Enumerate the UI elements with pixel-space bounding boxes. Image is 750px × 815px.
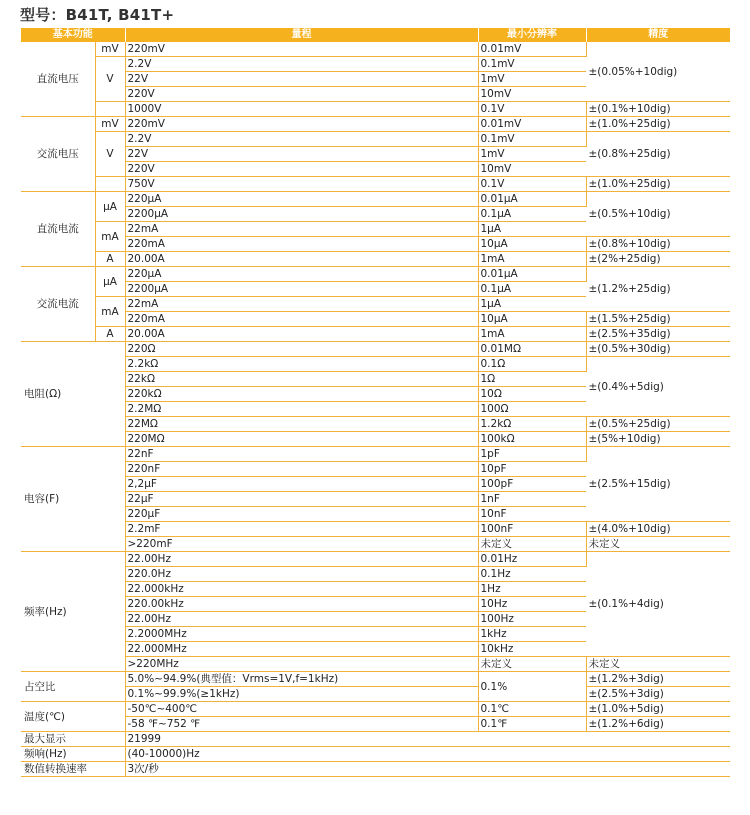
range-cell: 22nF [125,447,478,462]
table-row [21,537,730,552]
misc-label: 最大显示 [21,732,125,747]
table-row [21,177,730,192]
range-cell: 220mV [125,117,478,132]
accuracy-cell: ±(0.5%+10dig) [586,192,730,237]
range-cell: 220Ω [125,342,478,357]
category-acv: 交流电压 [21,117,95,192]
unit-cell: V [95,57,125,102]
resolution-cell: 0.1V [478,102,586,117]
table-row [21,42,730,57]
resolution-cell: 1mA [478,327,586,342]
range-cell: 220mA [125,237,478,252]
resolution-cell: 1mV [478,72,586,87]
resolution-cell: 1mV [478,147,586,162]
range-cell: >220MHz [125,657,478,672]
header-acc: 精度 [586,28,730,42]
accuracy-cell: ±(5%+10dig) [586,432,730,447]
category-resistance: 电阻(Ω) [21,342,125,447]
resolution-cell: 0.01mV [478,117,586,132]
resolution-cell: 1kHz [478,627,586,642]
unit-cell: mA [95,222,125,252]
category-aca: 交流电流 [21,267,95,342]
range-cell: 22kΩ [125,372,478,387]
resolution-cell: 1.2kΩ [478,417,586,432]
accuracy-cell: ±(0.1%+10dig) [586,102,730,117]
range-cell: -50℃~400℃ [125,702,478,717]
unit-cell: V [95,132,125,177]
resolution-cell: 10mV [478,87,586,102]
resolution-cell: 0.1℃ [478,702,586,717]
table-row [21,672,730,687]
accuracy-cell: ±(0.8%+25dig) [586,132,730,177]
resolution-cell: 10Ω [478,387,586,402]
accuracy-cell: 未定义 [586,657,730,672]
resolution-cell: 0.1μA [478,282,586,297]
resolution-cell: 0.01Hz [478,552,586,567]
range-cell: 2.2V [125,132,478,147]
accuracy-cell: ±(1.0%+25dig) [586,177,730,192]
table-row [21,267,730,282]
table-row [21,717,730,732]
range-cell: 20.00A [125,252,478,267]
range-cell: 22.000MHz [125,642,478,657]
misc-value: 21999 [125,732,730,747]
range-cell: 0.1%~99.9%(≥1kHz) [125,687,478,702]
accuracy-cell: ±(1.2%+25dig) [586,267,730,312]
range-cell: 220.00kHz [125,597,478,612]
table-row [21,327,730,342]
table-row [21,747,730,762]
range-cell: 2.2V [125,57,478,72]
category-frequency: 频率(Hz) [21,552,125,672]
accuracy-cell: ±(1.0%+25dig) [586,117,730,132]
range-cell: 220V [125,87,478,102]
range-cell: 2200μA [125,207,478,222]
table-row [21,417,730,432]
resolution-cell: 1μA [478,222,586,237]
resolution-cell: 10kHz [478,642,586,657]
resolution-cell: 0.1℉ [478,717,586,732]
table-row [21,762,730,777]
unit-cell [95,102,125,117]
range-cell: 22μF [125,492,478,507]
accuracy-cell: ±(0.5%+25dig) [586,417,730,432]
resolution-cell: 1pF [478,447,586,462]
table-row [21,552,730,567]
header-range: 量程 [125,28,478,42]
resolution-cell: 未定义 [478,657,586,672]
accuracy-cell: 未定义 [586,537,730,552]
range-cell: 220.0Hz [125,567,478,582]
range-cell: 22MΩ [125,417,478,432]
header-res: 最小分辨率 [478,28,586,42]
resolution-cell: 10pF [478,462,586,477]
range-cell: 750V [125,177,478,192]
accuracy-cell: ±(0.1%+4dig) [586,552,730,657]
table-row [21,237,730,252]
resolution-cell: 10mV [478,162,586,177]
accuracy-cell: ±(0.5%+30dig) [586,342,730,357]
category-capacitance: 电容(F) [21,447,125,552]
range-cell: 2.2000MHz [125,627,478,642]
range-cell: 220mA [125,312,478,327]
range-cell: 22.00Hz [125,612,478,627]
unit-cell: A [95,327,125,342]
resolution-cell: 10μA [478,312,586,327]
category-temperature: 温度(℃) [21,702,125,732]
unit-cell [95,177,125,192]
range-cell: >220mF [125,537,478,552]
table-row [21,117,730,132]
range-cell: 220mV [125,42,478,57]
range-cell: 22mA [125,297,478,312]
unit-cell: mA [95,297,125,327]
table-row [21,522,730,537]
table-row [21,657,730,672]
resolution-cell: 未定义 [478,537,586,552]
misc-label: 数值转换速率 [21,762,125,777]
resolution-cell: 100pF [478,477,586,492]
range-cell: 2,2μF [125,477,478,492]
accuracy-cell: ±(2%+25dig) [586,252,730,267]
resolution-cell: 0.01μA [478,267,586,282]
resolution-cell: 0.1V [478,177,586,192]
range-cell: 220kΩ [125,387,478,402]
accuracy-cell: ±(1.2%+6dig) [586,717,730,732]
resolution-cell: 100Ω [478,402,586,417]
resolution-cell: 0.1Hz [478,567,586,582]
resolution-cell: 0.01MΩ [478,342,586,357]
range-cell: 2.2kΩ [125,357,478,372]
misc-value: (40-10000)Hz [125,747,730,762]
resolution-cell: 0.1Ω [478,357,586,372]
range-cell: 22mA [125,222,478,237]
misc-value: 3次/秒 [125,762,730,777]
accuracy-cell: ±(0.4%+5dig) [586,357,730,417]
unit-cell: μA [95,267,125,297]
table-row [21,342,730,357]
resolution-cell: 1μA [478,297,586,312]
table-row [21,447,730,462]
range-cell: 22.00Hz [125,552,478,567]
resolution-cell: 1Ω [478,372,586,387]
unit-cell: μA [95,192,125,222]
misc-label: 频响(Hz) [21,747,125,762]
range-cell: 220μA [125,192,478,207]
table-row [21,312,730,327]
resolution-cell: 1nF [478,492,586,507]
range-cell: 22V [125,72,478,87]
range-cell: 22.000kHz [125,582,478,597]
range-cell: 220V [125,162,478,177]
table-row [21,132,730,147]
resolution-cell: 0.01mV [478,42,586,57]
range-cell: 1000V [125,102,478,117]
category-dcv: 直流电压 [21,42,95,117]
resolution-cell: 0.01μA [478,192,586,207]
accuracy-cell: ±(1.5%+25dig) [586,312,730,327]
range-cell: 220μA [125,267,478,282]
table-row [21,732,730,747]
category-duty: 占空比 [21,672,125,702]
table-row [21,702,730,717]
resolution-cell: 0.1μA [478,207,586,222]
page-title: 型号：B41T, B41T+ [20,6,175,24]
resolution-cell: 10Hz [478,597,586,612]
accuracy-cell: ±(4.0%+10dig) [586,522,730,537]
table-row [21,357,730,372]
table-header-row [21,28,730,42]
table-row [21,102,730,117]
range-cell: 2200μA [125,282,478,297]
resolution-cell: 10μA [478,237,586,252]
range-cell: 20.00A [125,327,478,342]
accuracy-cell: ±(2.5%+3dig) [586,687,730,702]
unit-cell: mV [95,42,125,57]
resolution-cell: 100kΩ [478,432,586,447]
accuracy-cell: ±(2.5%+35dig) [586,327,730,342]
resolution-cell: 0.1% [478,672,586,702]
range-cell: 2.2MΩ [125,402,478,417]
accuracy-cell: ±(2.5%+15dig) [586,447,730,522]
resolution-cell: 1mA [478,252,586,267]
header-func: 基本功能 [21,28,125,42]
accuracy-cell: ±(1.2%+3dig) [586,672,730,687]
range-cell: 22V [125,147,478,162]
resolution-cell: 100Hz [478,612,586,627]
table-row [21,192,730,207]
range-cell: 2.2mF [125,522,478,537]
table-row [21,687,730,702]
table-row [21,252,730,267]
accuracy-cell: ±(0.05%+10dig) [586,42,730,102]
range-cell: 220nF [125,462,478,477]
unit-cell: A [95,252,125,267]
accuracy-cell: ±(1.0%+5dig) [586,702,730,717]
resolution-cell: 100nF [478,522,586,537]
range-cell: 220μF [125,507,478,522]
category-dca: 直流电流 [21,192,95,267]
accuracy-cell: ±(0.8%+10dig) [586,237,730,252]
resolution-cell: 0.1mV [478,57,586,72]
range-cell: 5.0%~94.9%(典型值：Vrms=1V,f=1kHz) [125,672,478,687]
resolution-cell: 1Hz [478,582,586,597]
range-cell: -58 ℉~752 ℉ [125,717,478,732]
spec-table [21,28,730,777]
resolution-cell: 10nF [478,507,586,522]
table-row [21,432,730,447]
unit-cell: mV [95,117,125,132]
resolution-cell: 0.1mV [478,132,586,147]
range-cell: 220MΩ [125,432,478,447]
